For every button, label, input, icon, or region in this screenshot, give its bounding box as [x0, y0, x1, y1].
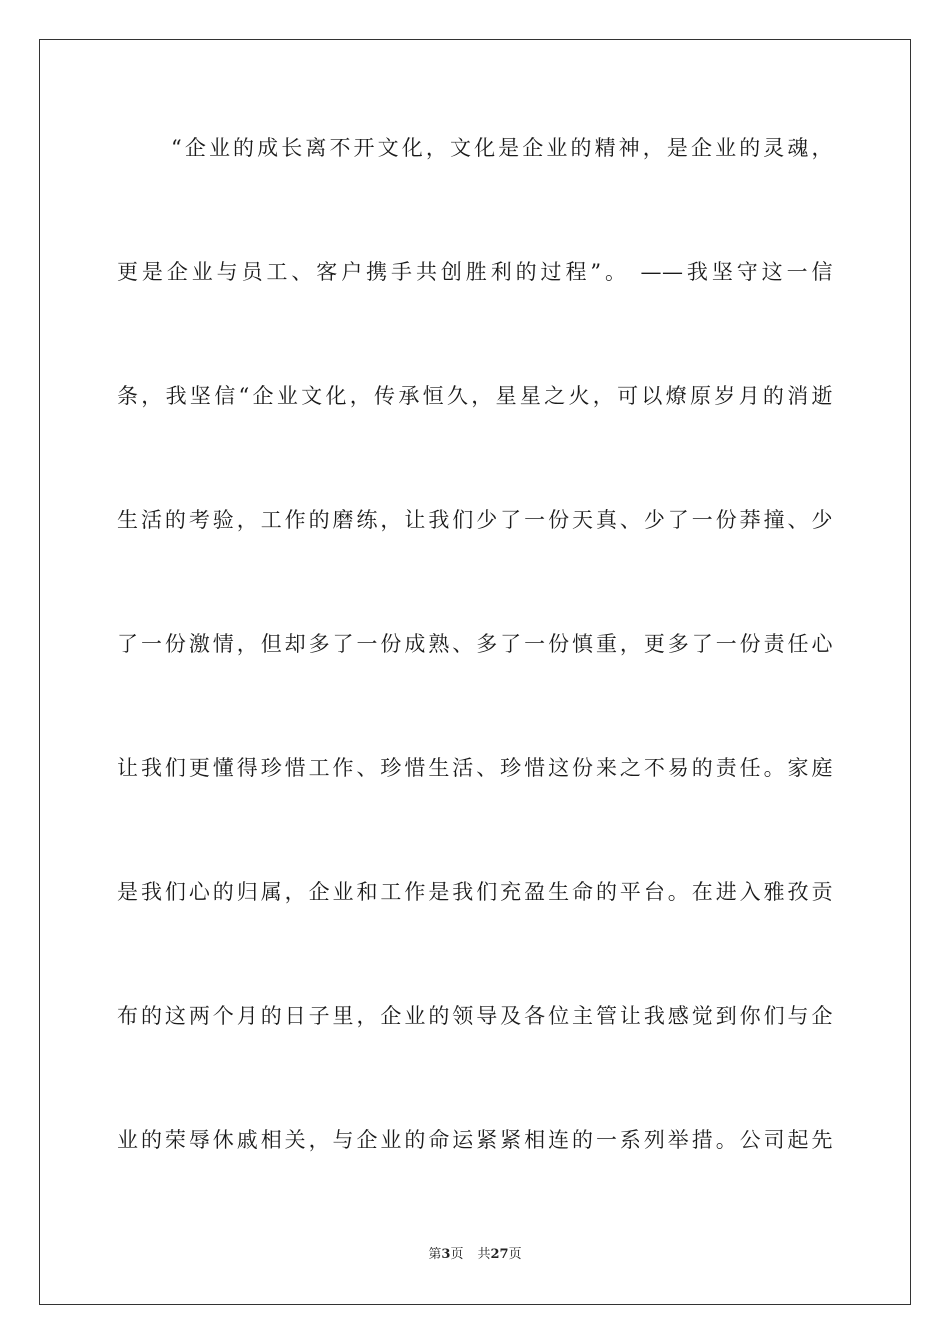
page-border [39, 39, 911, 1305]
text-line-1: “企业的成长离不开文化，文化是企业的精神，是企业的灵魂， [171, 136, 833, 160]
page-unit: 页 [450, 1247, 464, 1262]
text-line-5: 了一份激情，但却多了一份成熟、多了一份慎重，更多了一份责任心 [117, 632, 833, 656]
total-unit: 页 [508, 1247, 522, 1262]
text-line-2: 更是企业与员工、客户携手共创胜利的过程”。 ——我坚守这一信 [117, 260, 833, 284]
text-line-6: 让我们更懂得珍惜工作、珍惜生活、珍惜这份来之不易的责任。家庭 [117, 756, 833, 780]
page-current: 3 [441, 1247, 451, 1262]
text-line-7: 是我们心的归属，企业和工作是我们充盈生命的平台。在进入雅孜贡 [117, 880, 833, 904]
text-line-4: 生活的考验，工作的磨练，让我们少了一份天真、少了一份莽撞、少 [117, 508, 833, 532]
text-line-8: 布的这两个月的日子里，企业的领导及各位主管让我感觉到你们与企 [117, 1004, 833, 1028]
text-line-9: 业的荣辱休戚相关，与企业的命运紧紧相连的一系列举措。公司起先 [117, 1128, 833, 1152]
text-line-3: 条，我坚信“企业文化，传承恒久，星星之火，可以燎原岁月的消逝 [117, 384, 833, 408]
page-footer [0, 1246, 950, 1264]
page-total: 27 [490, 1247, 509, 1262]
total-prefix: 共 [477, 1247, 491, 1262]
page-prefix: 第 [428, 1247, 442, 1262]
